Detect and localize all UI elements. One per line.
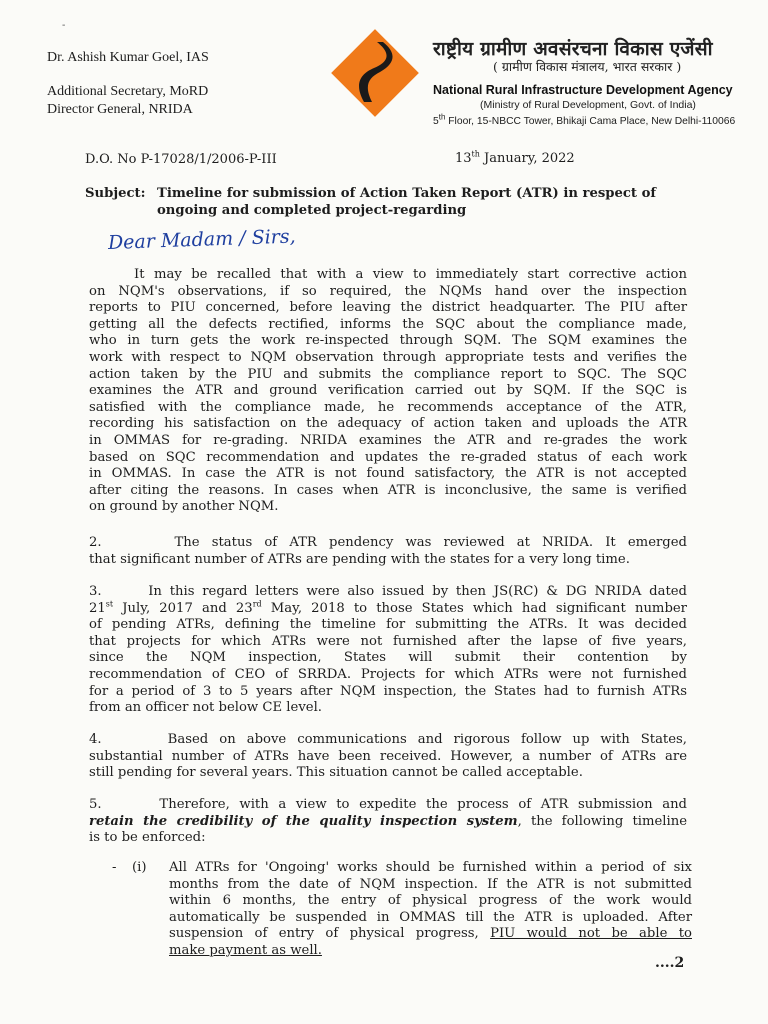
item-i-line-6	[169, 943, 692, 960]
officer-designation-1: Additional Secretary, MoRD	[47, 84, 209, 99]
paragraph-2: 2. The status of ATR pendency was reviewed at NRIDA. It emerged that significant number of ATRs are pending with the states for a very long time.	[89, 535, 687, 567]
agency-ministry-hindi: ( ग्रामीण विकास मंत्रालय, भारत सरकार )	[493, 59, 682, 74]
list-marker: (i)	[132, 860, 147, 875]
do-number: D.O. No P-17028/1/2006-P-III	[85, 152, 277, 167]
paragraph-5-emphasis-line: retain the credibility of the quality inspection system, the following timeline	[89, 813, 688, 829]
subject-label: Subject:	[85, 186, 146, 201]
corner-mark: -	[62, 20, 66, 31]
emphasis-text: retain the credibility of the quality inspection system	[89, 813, 518, 829]
paragraph-3: 3. In this regard letters were also issued by then JS(RC) & DG NRIDA dated 21st July, 2017 and 23rd May, 2018 to those States which had significant number of pending ATRs, defining the timeline for submitting the ATRs. It was decided that projects for which ATRs were not furnished after the lapse of five years, since the NQM inspection, States will submit their contention by recommendation of CEO of SRRDA. Projects for which ATRs were not furnished for a period of 3 to 5 years after NQM inspection, the States had to furnish ATRs from an officer not below CE level.	[89, 584, 687, 716]
subject-line	[85, 185, 705, 219]
underlined-text-2: make payment as well.	[169, 942, 322, 958]
underlined-text-1: PIU would not be able to	[490, 926, 692, 942]
margin-dash: -	[112, 860, 117, 875]
item-i-line-5: suspension of entry of physical progress, PIU would not be able to	[169, 926, 692, 942]
paragraph-1: It may be recalled that with a view to immediately start corrective action on NQM's observations, if so required, the NQMs hand over the inspection reports to PIU concerned, before leaving the district headquarter. The PIU after getting all the defects rectified, informs the SQC about the compliance made, who in turn gets the work re-inspected through SQM. The SQM examines the work with respect to NQM observation through appropriate tests and verifies the action taken by the PIU and submits the compliance report to SQC. The SQC examines the ATR and ground verification carried out by SQM. If the SQC is satisfied with the compliance made, he recommends acceptance of the ATR, recording his satisfaction on the adequacy of action taken and uploads the ATR in OMMAS for re-grading. NRIDA examines the ATR and re-grades the work based on SQC recommendation and updates the re-graded status of each work in OMMAS. In case the ATR is not found satisfactory, the ATR is not accepted after citing the reasons. In cases when ATR is inconclusive, the same is verified on ground by another NQM.	[89, 267, 687, 515]
agency-address: 5th Floor, 15-NBCC Tower, Bhikaji Cama Place, New Delhi-110066	[433, 112, 736, 127]
page-continuation-marker: ....2	[655, 955, 685, 971]
paragraph-5: 5. Therefore, with a view to expedite the process of ATR submission and retain the credibility of the quality inspection system, the following timeline is to be enforced:	[89, 797, 688, 846]
agency-name-hindi: राष्ट्रीय ग्रामीण अवसंरचना विकास एजेंसी	[433, 38, 713, 60]
subject-text-1: Timeline for submission of Action Taken Report (ATR) in respect of	[157, 186, 657, 201]
officer-designation-2: Director General, NRIDA	[47, 102, 193, 117]
handwritten-salutation: Dear Madam / Sirs,	[107, 225, 296, 254]
subject-text-2: ongoing and completed project-regarding	[157, 203, 467, 218]
agency-name-english: National Rural Infrastructure Development Agency	[433, 83, 733, 97]
paragraph-4: 4. Based on above communications and rigorous follow up with States, substantial number of ATRs have been received. However, a number of ATRs are still pending for several years. This situation cannot be called acceptable.	[89, 732, 687, 781]
paragraph-3-dates-line: 21st July, 2017 and 23rd May, 2018 to those States which had significant number	[89, 599, 687, 616]
letter-date: 13th January, 2022	[455, 149, 575, 166]
agency-ministry-english: (Ministry of Rural Development, Govt. of India)	[480, 99, 696, 111]
nrida-logo	[330, 28, 420, 118]
officer-name: Dr. Ashish Kumar Goel, IAS	[47, 50, 209, 65]
